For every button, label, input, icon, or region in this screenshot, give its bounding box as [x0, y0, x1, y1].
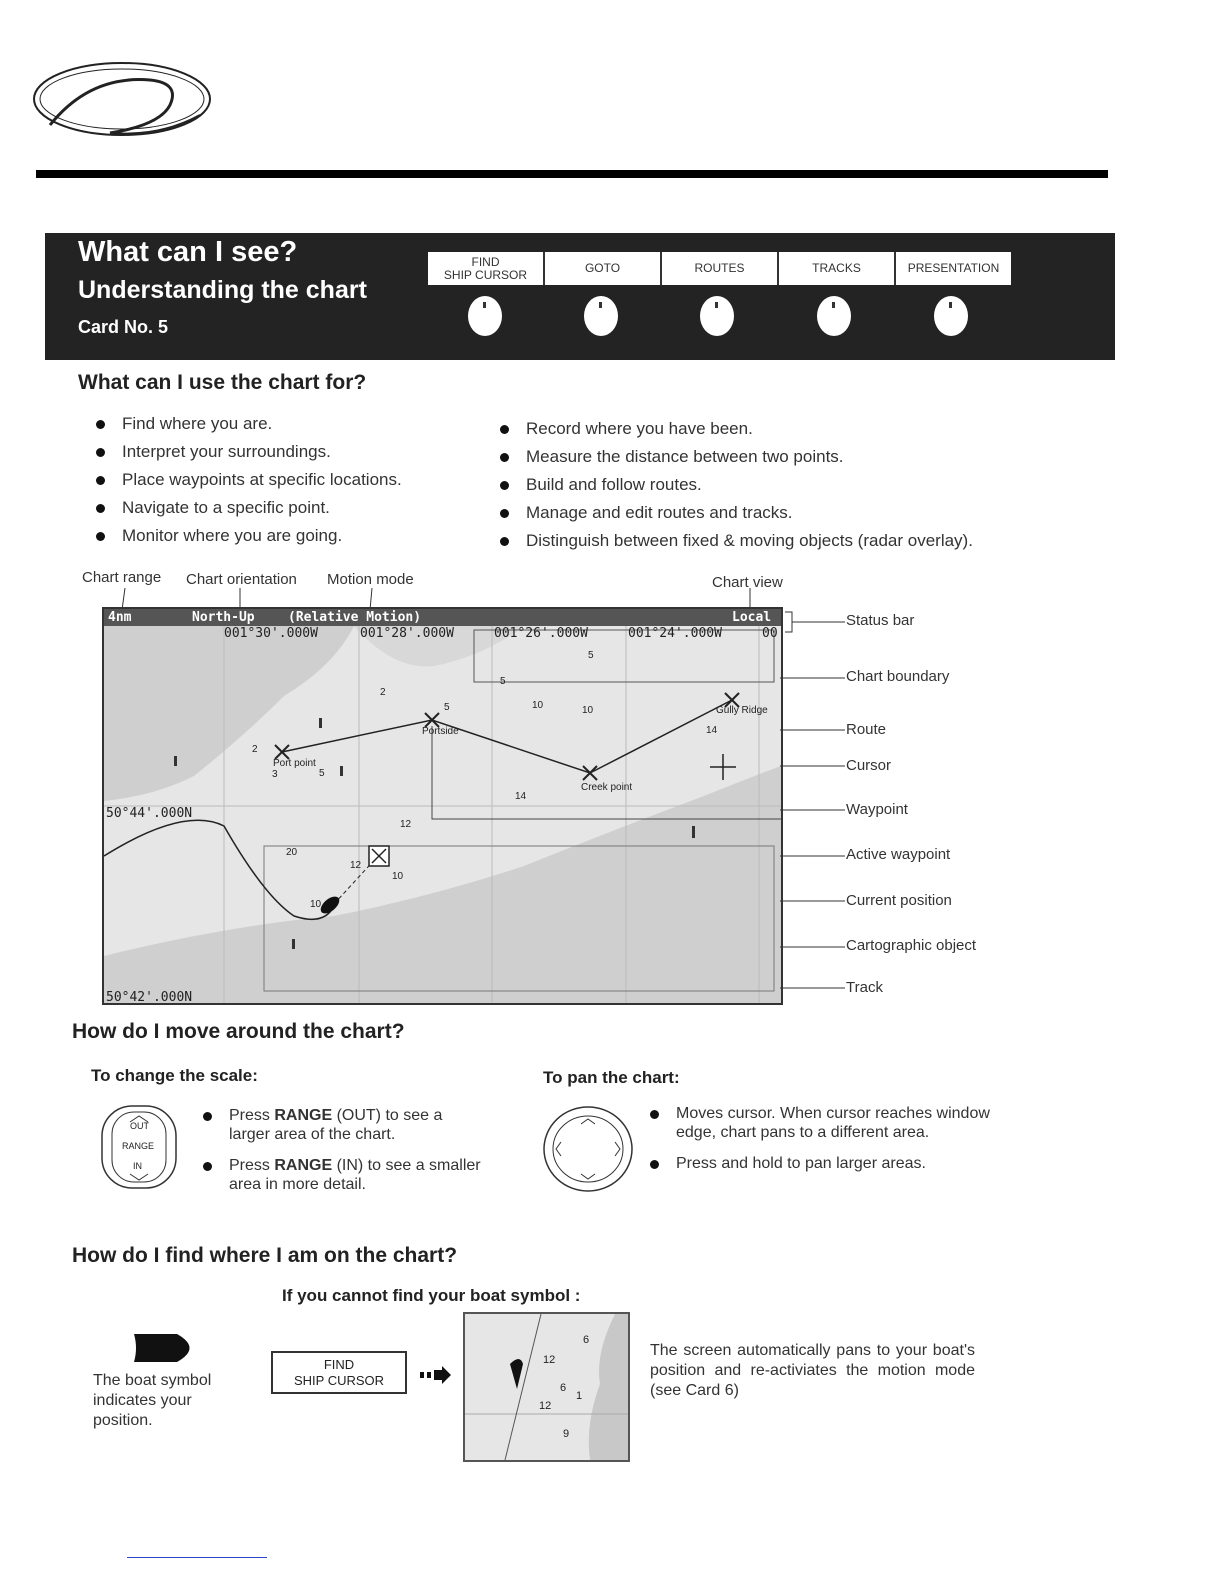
chart-screen[interactable] [102, 607, 783, 1005]
lat-label: 50°44'.000N [106, 806, 193, 821]
range-in-label: IN [133, 1161, 142, 1171]
softkey-presentation[interactable]: PRESENTATION [907, 261, 1000, 275]
range-label: RANGE [122, 1141, 155, 1151]
scale-heading: To change the scale: [91, 1066, 258, 1085]
find-heading: How do I find where I am on the chart? [72, 1244, 458, 1267]
label-chart-range: Chart range [82, 569, 162, 586]
depth-sounding: 12 [400, 819, 412, 830]
range-key[interactable] [100, 1104, 178, 1190]
label-chart-orientation: Chart orientation [186, 571, 297, 588]
softkey-knob-4[interactable] [817, 296, 851, 336]
arrow-right-icon [420, 1366, 452, 1384]
depth-sounding: 14 [515, 791, 527, 802]
depth-sounding: 10 [310, 899, 322, 910]
depth-sounding: 2 [380, 687, 386, 698]
callout-chart-boundary: Chart boundary [846, 668, 950, 685]
callout-current-position: Current position [846, 892, 952, 909]
move-heading: How do I move around the chart? [72, 1020, 405, 1043]
mini-chart-canvas [465, 1314, 628, 1460]
lat-label: 50°42'.000N [106, 990, 193, 1005]
list-item: Manage and edit routes and tracks. [498, 503, 973, 522]
list-item: Moves cursor. When cursor reaches window edge, chart pans to a different area. [648, 1104, 998, 1142]
callout-waypoint: Waypoint [846, 801, 908, 818]
trackpad-icon[interactable] [541, 1104, 635, 1194]
depth-sounding: 14 [706, 725, 718, 736]
mini-depth: 9 [563, 1428, 570, 1440]
mini-depth: 6 [560, 1382, 567, 1394]
callout-cursor: Cursor [846, 757, 892, 774]
page-subtitle: Understanding the chart [78, 276, 367, 304]
softkey-routes[interactable]: ROUTES [662, 252, 779, 285]
waypoint-label: Port point [273, 758, 316, 769]
find-key-line1: FIND [323, 1357, 355, 1372]
waypoint-label: Creek point [581, 782, 633, 793]
depth-sounding: 5 [588, 650, 594, 661]
mini-chart [463, 1312, 630, 1462]
depth-sounding: 10 [392, 871, 404, 882]
lon-label: 00 [762, 626, 778, 641]
mini-depth: 12 [539, 1400, 552, 1412]
find-key-line2: SHIP CURSOR [293, 1373, 385, 1388]
uses-list-right [498, 419, 973, 559]
boat-description: The boat symbol indicates your position. [93, 1372, 212, 1429]
pan-list [648, 1104, 998, 1182]
list-item: Find where you are. [94, 414, 402, 433]
lon-label: 001°28'.000W [360, 626, 454, 641]
uses-list-left [94, 414, 402, 554]
header-rule [36, 170, 1108, 178]
depth-sounding: 10 [582, 705, 594, 716]
callout-lines [780, 610, 850, 1000]
mini-depth: 6 [583, 1334, 590, 1346]
find-ship-key[interactable] [271, 1351, 407, 1394]
list-item: Press RANGE (IN) to see a smaller area in more detail. [201, 1156, 481, 1194]
softkey-goto[interactable]: GOTO [545, 252, 662, 285]
lon-label: 001°30'.000W [224, 626, 318, 641]
list-item: Monitor where you are going. [94, 526, 402, 545]
status-range: 4nm [108, 610, 132, 625]
waypoint-label: Portside [422, 726, 459, 737]
list-item: Measure the distance between two points. [498, 447, 973, 466]
list-item: Place waypoints at specific locations. [94, 470, 402, 489]
pan-heading: To pan the chart: [543, 1068, 680, 1087]
card-number: Card No. 5 [78, 317, 169, 337]
list-item: Distinguish between fixed & moving objects (radar overlay). [498, 531, 973, 550]
softkey-knob-5[interactable] [934, 296, 968, 336]
boat-icon [132, 1332, 204, 1364]
status-motion: (Relative Motion) [288, 610, 422, 625]
scale-list [201, 1106, 481, 1203]
label-chart-view: Chart view [712, 574, 783, 591]
uses-heading: What can I use the chart for? [78, 371, 367, 394]
callout-route: Route [846, 721, 887, 738]
brand-logo [30, 55, 220, 145]
list-item: Navigate to a specific point. [94, 498, 402, 517]
list-item: Build and follow routes. [498, 475, 973, 494]
softkey-bar [428, 252, 1011, 285]
softkey-knob-3[interactable] [700, 296, 734, 336]
lon-label: 001°26'.000W [494, 626, 588, 641]
softkey-find-ship-cursor[interactable]: FIND SHIP CURSOR [428, 252, 545, 285]
depth-sounding: 5 [444, 702, 450, 713]
callout-cartographic-object: Cartographic object [846, 937, 977, 954]
depth-sounding: 20 [286, 847, 298, 858]
softkey-tracks[interactable]: TRACKS [779, 252, 896, 285]
depth-sounding: 5 [319, 768, 325, 779]
chart-canvas [104, 626, 781, 1003]
footer-link-underline [127, 1557, 267, 1558]
list-item: Press RANGE (OUT) to see a larger area of the chart. [201, 1106, 481, 1144]
list-item: Interpret your surroundings. [94, 442, 402, 461]
range-out-label: OUT [130, 1121, 149, 1131]
mini-depth: 12 [543, 1354, 556, 1366]
depth-sounding: 3 [272, 769, 278, 780]
depth-sounding: 5 [500, 676, 506, 687]
list-item: Press and hold to pan larger areas. [648, 1154, 998, 1173]
status-bar [104, 609, 781, 626]
callout-status-bar: Status bar [846, 612, 915, 629]
callout-track: Track [846, 979, 883, 996]
mini-depth: 1 [576, 1390, 583, 1402]
waypoint-label: Gully Ridge [716, 705, 768, 716]
label-motion-mode: Motion mode [327, 571, 414, 588]
depth-sounding: 2 [252, 744, 258, 755]
list-item: Record where you have been. [498, 419, 973, 438]
softkey-knob-2[interactable] [584, 296, 618, 336]
depth-sounding: 12 [350, 860, 362, 871]
find-subheading: If you cannot find your boat symbol : [282, 1286, 581, 1305]
page-title: What can I see? [78, 236, 298, 268]
status-view: Local [732, 610, 772, 625]
softkey-knob-1[interactable] [468, 296, 502, 336]
status-orientation: North-Up [192, 610, 255, 625]
depth-sounding: 10 [532, 700, 544, 711]
find-result-text: The screen automatically pans to your boat's position and re-activiates the motion mode (see Card 6) [650, 1342, 975, 1399]
lon-label: 001°24'.000W [628, 626, 722, 641]
callout-active-waypoint: Active waypoint [846, 846, 951, 863]
